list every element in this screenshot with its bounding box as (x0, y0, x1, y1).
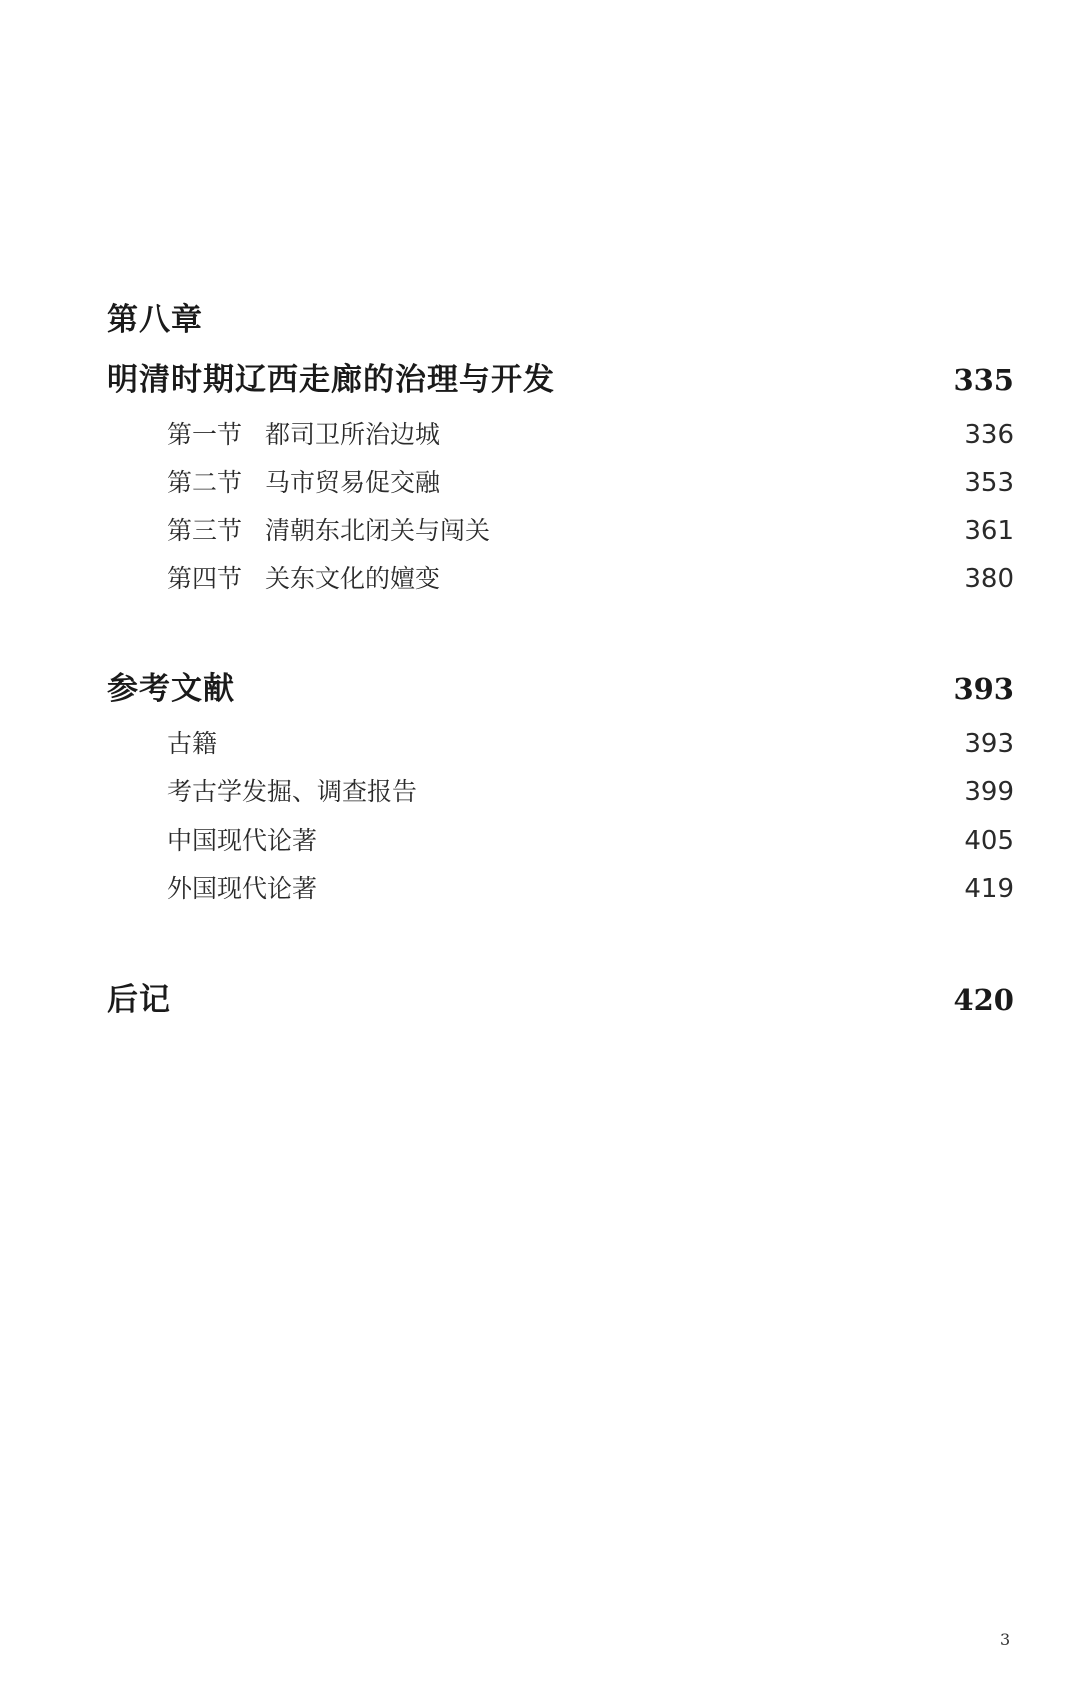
section-label: 第四节 (167, 564, 243, 593)
reference-item-title: 古籍 (167, 729, 218, 758)
references-page-number: 393 (953, 672, 1014, 706)
reference-item-page-number: 393 (964, 729, 1014, 759)
references-row[interactable] (107, 669, 1014, 709)
afterword-title: 后记 (107, 982, 171, 1018)
afterword-page-number: 420 (953, 983, 1014, 1017)
reference-item-title: 中国现代论著 (167, 826, 318, 855)
section-title: 马市贸易促交融 (265, 468, 441, 497)
section-row[interactable] (107, 463, 1014, 503)
page-folio: 3 (1000, 1630, 1011, 1649)
reference-item-title: 考古学发掘、调查报告 (167, 777, 418, 806)
section-page-number: 361 (964, 516, 1014, 546)
section-title: 清朝东北闭关与闯关 (265, 516, 491, 545)
chapter-label: 第八章 (107, 302, 203, 338)
reference-item-row[interactable] (107, 772, 1014, 812)
section-title: 关东文化的嬗变 (265, 564, 441, 593)
section-page-number: 353 (964, 468, 1014, 498)
chapter-title-row[interactable] (107, 360, 1014, 400)
reference-item-row[interactable] (107, 724, 1014, 764)
reference-item-page-number: 399 (964, 777, 1014, 807)
section-row[interactable] (107, 415, 1014, 455)
afterword-row[interactable] (107, 980, 1014, 1020)
section-label: 第二节 (167, 468, 243, 497)
section-label: 第一节 (167, 420, 243, 449)
reference-item-row[interactable] (107, 821, 1014, 861)
section-title: 都司卫所治边城 (265, 420, 441, 449)
section-row[interactable] (107, 511, 1014, 551)
reference-item-row[interactable] (107, 869, 1014, 909)
section-page-number: 380 (964, 564, 1014, 594)
chapter-title: 明清时期辽西走廊的治理与开发 (107, 362, 555, 398)
section-label: 第三节 (167, 516, 243, 545)
reference-item-page-number: 419 (964, 874, 1014, 904)
section-page-number: 336 (964, 420, 1014, 450)
reference-item-page-number: 405 (964, 826, 1014, 856)
references-title: 参考文献 (107, 671, 235, 707)
section-row[interactable] (107, 559, 1014, 599)
chapter-page-number: 335 (953, 363, 1014, 397)
reference-item-title: 外国现代论著 (167, 874, 318, 903)
